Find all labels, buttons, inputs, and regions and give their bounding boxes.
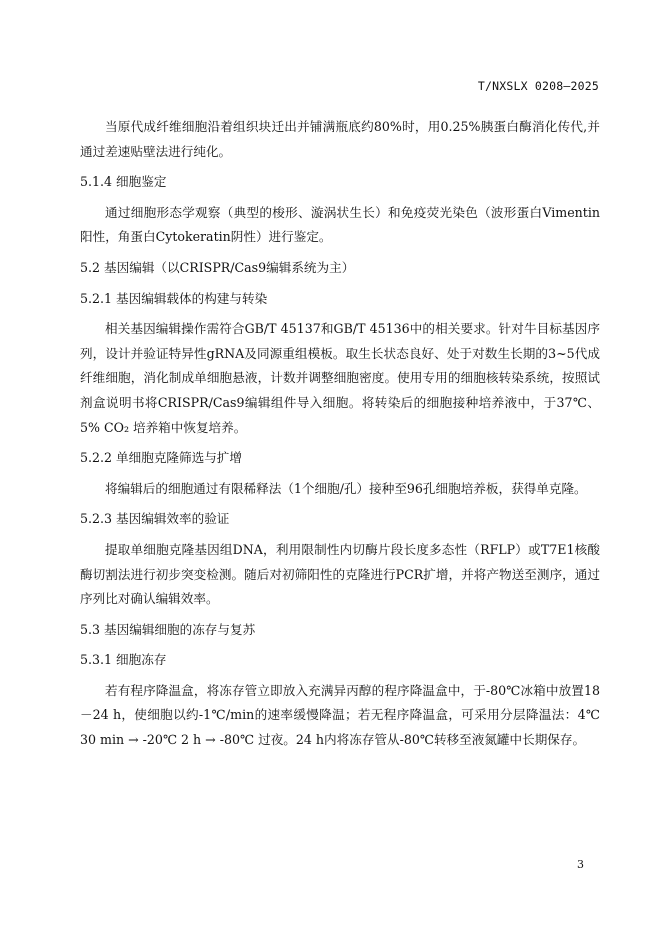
heading-5-3-1: 5.3.1 细胞冻存	[80, 652, 167, 668]
page-number: 3	[577, 858, 584, 871]
heading-5-1-4: 5.1.4 细胞鉴定	[80, 174, 167, 190]
document-body	[80, 115, 600, 753]
heading-5-3: 5.3 基因编辑细胞的冻存与复苏	[80, 621, 256, 637]
heading-5-2-1: 5.2.1 基因编辑载体的构建与转染	[80, 290, 268, 306]
standard-code: T/NXSLX 0208—2025	[477, 79, 599, 93]
heading-5-2-3: 5.2.3 基因编辑效率的验证	[80, 511, 230, 527]
heading-5-2: 5.2 基因编辑（以CRISPR/Cas9编辑系统为主）	[80, 259, 355, 275]
paragraph-identification: 通过细胞形态学观察（典型的梭形、漩涡状生长）和免疫荧光染色（波形蛋白Vimentin阳性，角蛋白Cytokeratin阴性）进行鉴定。	[80, 204, 600, 245]
paragraph-efficiency-validation: 提取单细胞克隆基因组DNA，利用限制性内切酶片段长度多态性（RFLP）或T7E1核酸酶切割法进行初步突变检测。随后对初筛阳性的克隆进行PCR扩增，并将产物送至测序，通过序列比对确认编辑效率。	[80, 541, 600, 607]
heading-5-2-2: 5.2.2 单细胞克隆筛选与扩增	[80, 450, 242, 466]
paragraph-clone-screening: 将编辑后的细胞通过有限稀释法（1个细胞/孔）接种至96孔细胞培养板，获得单克隆。	[105, 480, 587, 496]
paragraph-cryopreservation: 若有程序降温盒，将冻存管立即放入充满异丙醇的程序降温盒中，于-80℃冰箱中放置18－24 h，使细胞以约-1℃/min的速率缓慢降温；若无程序降温盒，可采用分层降温法：4℃ 30 min → -20℃ 2 h → -80℃ 过夜。24 h内将冻存管从-80℃转移至液氮罐中长期保存。	[80, 682, 600, 748]
paragraph-subculture: 当原代成纤维细胞沿着组织块迁出并铺满瓶底约80%时，用0.25%胰蛋白酶消化传代,并通过差速贴壁法进行纯化。	[80, 119, 600, 159]
paragraph-transfection: 相关基因编辑操作需符合GB/T 45137和GB/T 45136中的相关要求。针对牛目标基因序列，设计并验证特异性gRNA及同源重组模板。取生长状态良好、处于对数生长期的3~5代成纤维细胞，消化制成单细胞悬液，计数并调整细胞密度。使用专用的细胞核转染系统，按照试剂盒说明书将CRISPR/Cas9编辑组件导入细胞。将转染后的细胞接种培养液中，于37℃、5% CO₂ 培养箱中恢复培养。	[80, 321, 600, 435]
